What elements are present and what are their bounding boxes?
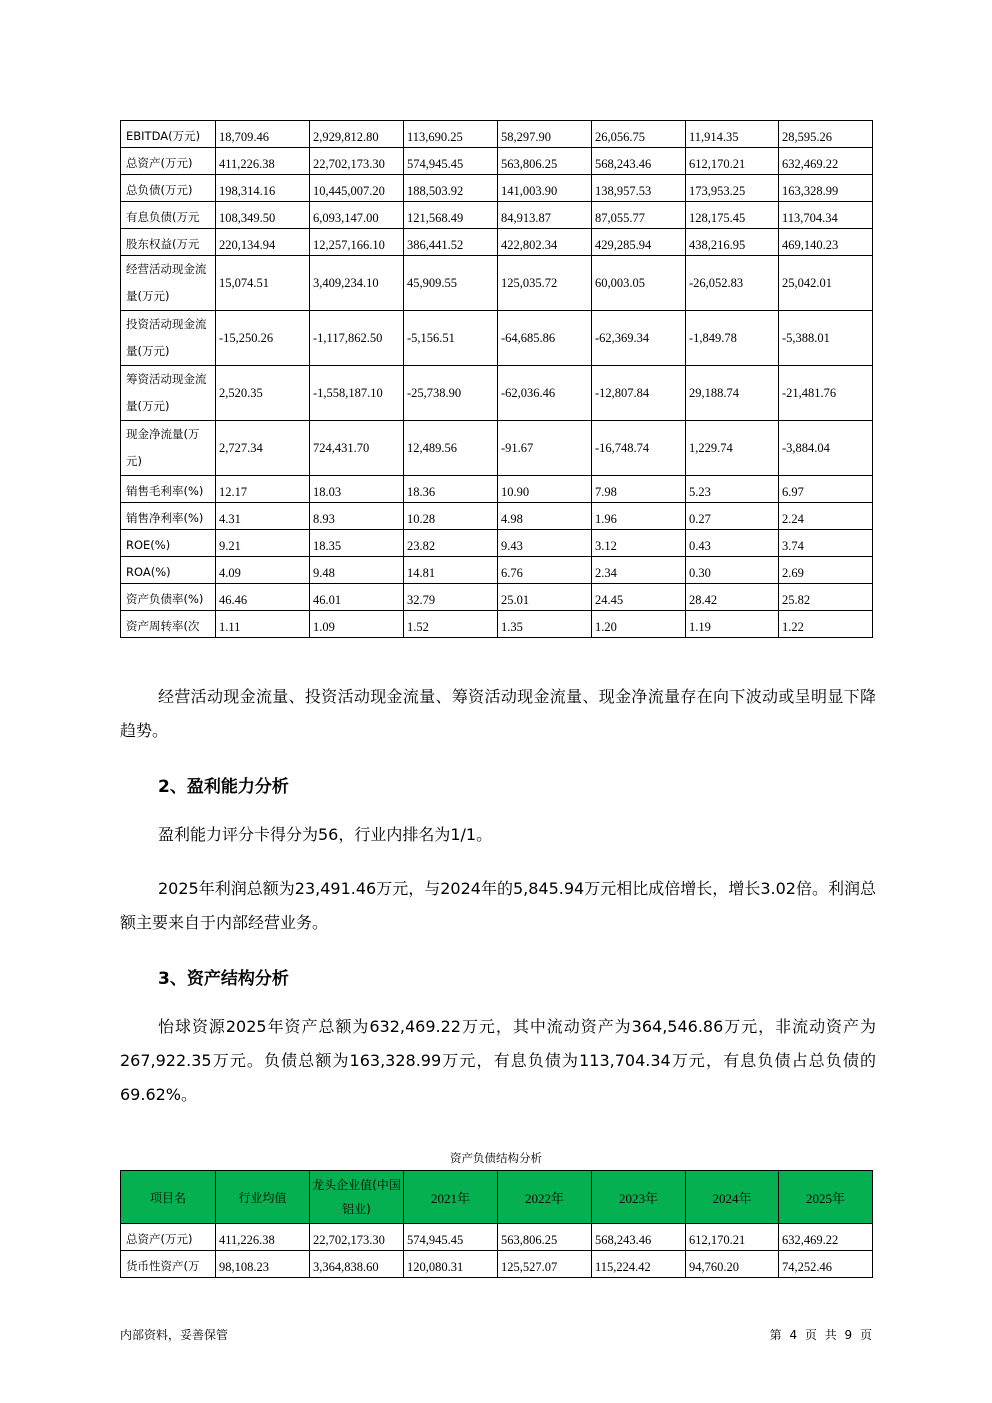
table-cell: 1.22 xyxy=(779,611,873,638)
table-cell: 141,003.90 xyxy=(498,175,592,202)
column-header: 2022年 xyxy=(498,1171,592,1224)
table-cell: 28,595.26 xyxy=(779,121,873,148)
asset-structure-heading: 3、资产结构分析 xyxy=(158,969,289,989)
table-cell: 4.31 xyxy=(216,503,310,530)
table-cell: 74,252.46 xyxy=(779,1251,873,1278)
table-cell: 28.42 xyxy=(686,584,779,611)
table-cell: 411,226.38 xyxy=(216,148,310,175)
table-cell: 60,003.05 xyxy=(592,256,686,311)
row-label: 货币性资产(万 xyxy=(121,1251,216,1278)
table-cell: 612,170.21 xyxy=(686,1224,779,1251)
row-label: 股东权益(万元 xyxy=(121,229,216,256)
table-row xyxy=(121,256,873,311)
table-cell: -3,884.04 xyxy=(779,421,873,476)
table-row xyxy=(121,1251,873,1278)
table-cell: 26,056.75 xyxy=(592,121,686,148)
row-label: 销售毛利率(%) xyxy=(121,476,216,503)
table-cell: -62,036.46 xyxy=(498,366,592,421)
table-cell: 2.69 xyxy=(779,557,873,584)
row-label: ROE(%) xyxy=(121,530,216,557)
table-cell: 9.48 xyxy=(310,557,404,584)
table-cell: 429,285.94 xyxy=(592,229,686,256)
table-cell: 2,929,812.80 xyxy=(310,121,404,148)
table-cell: 125,035.72 xyxy=(498,256,592,311)
row-label: 总资产(万元) xyxy=(121,148,216,175)
table-row xyxy=(121,366,873,421)
table-cell: 2.24 xyxy=(779,503,873,530)
table-cell: 25.01 xyxy=(498,584,592,611)
row-label: 经营活动现金流量(万元) xyxy=(121,256,216,311)
table-cell: 25.82 xyxy=(779,584,873,611)
column-header: 项目名 xyxy=(121,1171,216,1224)
row-label: 资产负债率(%) xyxy=(121,584,216,611)
column-header: 行业均值 xyxy=(216,1171,310,1224)
table-cell: 4.98 xyxy=(498,503,592,530)
table-cell: 724,431.70 xyxy=(310,421,404,476)
row-label: 有息负债(万元 xyxy=(121,202,216,229)
table-cell: -12,807.84 xyxy=(592,366,686,421)
table-row xyxy=(121,202,873,229)
table-cell: 128,175.45 xyxy=(686,202,779,229)
column-header: 龙头企业值(中国铝业) xyxy=(310,1171,404,1224)
column-header: 2021年 xyxy=(404,1171,498,1224)
table-cell: 24.45 xyxy=(592,584,686,611)
table-cell: 4.09 xyxy=(216,557,310,584)
column-header: 2023年 xyxy=(592,1171,686,1224)
table-cell: 0.30 xyxy=(686,557,779,584)
table-cell: 568,243.46 xyxy=(592,148,686,175)
table-row xyxy=(121,421,873,476)
table-cell: 18.36 xyxy=(404,476,498,503)
table-cell: 9.21 xyxy=(216,530,310,557)
table-cell: 46.46 xyxy=(216,584,310,611)
table-cell: 23.82 xyxy=(404,530,498,557)
table-row xyxy=(121,557,873,584)
table-cell: 188,503.92 xyxy=(404,175,498,202)
table-cell: 3.12 xyxy=(592,530,686,557)
table-cell: 138,957.53 xyxy=(592,175,686,202)
table-cell: 18.35 xyxy=(310,530,404,557)
table-cell: 10.90 xyxy=(498,476,592,503)
table-cell: 45,909.55 xyxy=(404,256,498,311)
table-cell: 58,297.90 xyxy=(498,121,592,148)
row-label: ROA(%) xyxy=(121,557,216,584)
table-cell: 1.11 xyxy=(216,611,310,638)
table-cell: -21,481.76 xyxy=(779,366,873,421)
table-row xyxy=(121,148,873,175)
asset-liability-structure-table xyxy=(120,1170,873,1278)
table-cell: -25,738.90 xyxy=(404,366,498,421)
table-cell: 0.27 xyxy=(686,503,779,530)
row-label: 筹资活动现金流量(万元) xyxy=(121,366,216,421)
table-cell: 5.23 xyxy=(686,476,779,503)
table-row xyxy=(121,503,873,530)
table-cell: 11,914.35 xyxy=(686,121,779,148)
table-cell: 3,409,234.10 xyxy=(310,256,404,311)
row-label: EBITDA(万元) xyxy=(121,121,216,148)
table-cell: 18,709.46 xyxy=(216,121,310,148)
table-cell: 6,093,147.00 xyxy=(310,202,404,229)
table-cell: 612,170.21 xyxy=(686,148,779,175)
table-cell: 386,441.52 xyxy=(404,229,498,256)
table-cell: 422,802.34 xyxy=(498,229,592,256)
table-cell: 1.35 xyxy=(498,611,592,638)
table-cell: -5,156.51 xyxy=(404,311,498,366)
table-cell: 108,349.50 xyxy=(216,202,310,229)
table-row xyxy=(121,311,873,366)
table-cell: 87,055.77 xyxy=(592,202,686,229)
table-cell: 10,445,007.20 xyxy=(310,175,404,202)
table-cell: 1,229.74 xyxy=(686,421,779,476)
table-cell: 9.43 xyxy=(498,530,592,557)
table-cell: 2,727.34 xyxy=(216,421,310,476)
table-cell: 173,953.25 xyxy=(686,175,779,202)
table-row xyxy=(121,584,873,611)
table-cell: 15,074.51 xyxy=(216,256,310,311)
table-cell: 220,134.94 xyxy=(216,229,310,256)
table-cell: -1,117,862.50 xyxy=(310,311,404,366)
table-cell: 22,702,173.30 xyxy=(310,1224,404,1251)
table-caption: 资产负债结构分析 xyxy=(450,1151,542,1165)
table-cell: -62,369.34 xyxy=(592,311,686,366)
table-cell: 98,108.23 xyxy=(216,1251,310,1278)
table-cell: 29,188.74 xyxy=(686,366,779,421)
table-cell: 163,328.99 xyxy=(779,175,873,202)
table-cell: 563,806.25 xyxy=(498,148,592,175)
row-label: 资产周转率(次 xyxy=(121,611,216,638)
table-row xyxy=(121,1224,873,1251)
table-cell: 1.09 xyxy=(310,611,404,638)
footer-confidential-note: 内部资料，妥善保管 xyxy=(120,1328,229,1342)
table-cell: 1.52 xyxy=(404,611,498,638)
table-cell: 8.93 xyxy=(310,503,404,530)
column-header: 2024年 xyxy=(686,1171,779,1224)
row-label: 总负债(万元) xyxy=(121,175,216,202)
table-row xyxy=(121,121,873,148)
table-cell: 632,469.22 xyxy=(779,148,873,175)
row-label: 现金净流量(万元) xyxy=(121,421,216,476)
asset-structure-paragraph: 怡球资源2025年资产总额为632,469.22万元，其中流动资产为364,546.86万元，非流动资产为267,922.35万元。负债总额为163,328.99万元，有息负债为113,704.34万元，有息负债占总负债的69.62%。 xyxy=(120,1017,876,1104)
table-cell: 94,760.20 xyxy=(686,1251,779,1278)
table-cell: 125,527.07 xyxy=(498,1251,592,1278)
table-cell: 115,224.42 xyxy=(592,1251,686,1278)
table-cell: 46.01 xyxy=(310,584,404,611)
table-cell: 574,945.45 xyxy=(404,148,498,175)
row-label: 投资活动现金流量(万元) xyxy=(121,311,216,366)
table-cell: 2,520.35 xyxy=(216,366,310,421)
table-cell: 3.74 xyxy=(779,530,873,557)
table-cell: 469,140.23 xyxy=(779,229,873,256)
table-header-row xyxy=(121,1171,873,1224)
table-row xyxy=(121,476,873,503)
table-cell: 0.43 xyxy=(686,530,779,557)
financial-indicators-table xyxy=(120,120,873,638)
table-cell: 2.34 xyxy=(592,557,686,584)
table-cell: -15,250.26 xyxy=(216,311,310,366)
table-cell: -91.67 xyxy=(498,421,592,476)
footer-page-number: 第 4 页 共 9 页 xyxy=(769,1328,872,1342)
table-row xyxy=(121,229,873,256)
table-cell: 1.19 xyxy=(686,611,779,638)
table-row xyxy=(121,175,873,202)
table-cell: 22,702,173.30 xyxy=(310,148,404,175)
table-cell: 18.03 xyxy=(310,476,404,503)
table-cell: 121,568.49 xyxy=(404,202,498,229)
table-cell: 12,489.56 xyxy=(404,421,498,476)
table-cell: 6.97 xyxy=(779,476,873,503)
table-cell: 7.98 xyxy=(592,476,686,503)
table-cell: 25,042.01 xyxy=(779,256,873,311)
row-label: 销售净利率(%) xyxy=(121,503,216,530)
table-row xyxy=(121,611,873,638)
profit-total-paragraph: 2025年利润总额为23,491.46万元，与2024年的5,845.94万元相比成倍增长，增长3.02倍。利润总额主要来自于内部经营业务。 xyxy=(120,879,876,932)
table-cell: -1,558,187.10 xyxy=(310,366,404,421)
table-cell: 563,806.25 xyxy=(498,1224,592,1251)
table-cell: 120,080.31 xyxy=(404,1251,498,1278)
row-label: 总资产(万元) xyxy=(121,1224,216,1251)
cashflow-trend-paragraph: 经营活动现金流量、投资活动现金流量、筹资活动现金流量、现金净流量存在向下波动或呈明显下降趋势。 xyxy=(120,687,876,740)
table-cell: 438,216.95 xyxy=(686,229,779,256)
table-cell: 84,913.87 xyxy=(498,202,592,229)
profitability-heading: 2、盈利能力分析 xyxy=(158,777,289,797)
table-cell: 1.20 xyxy=(592,611,686,638)
table-cell: 198,314.16 xyxy=(216,175,310,202)
table-cell: 10.28 xyxy=(404,503,498,530)
table-cell: 632,469.22 xyxy=(779,1224,873,1251)
table-cell: 574,945.45 xyxy=(404,1224,498,1251)
table-cell: 12,257,166.10 xyxy=(310,229,404,256)
table-row xyxy=(121,530,873,557)
table-cell: 3,364,838.60 xyxy=(310,1251,404,1278)
table-cell: -5,388.01 xyxy=(779,311,873,366)
table-cell: -26,052.83 xyxy=(686,256,779,311)
table-cell: 14.81 xyxy=(404,557,498,584)
table-cell: 113,690.25 xyxy=(404,121,498,148)
table-cell: 12.17 xyxy=(216,476,310,503)
table-cell: 6.76 xyxy=(498,557,592,584)
table-cell: 568,243.46 xyxy=(592,1224,686,1251)
table-cell: -64,685.86 xyxy=(498,311,592,366)
profitability-score-paragraph: 盈利能力评分卡得分为56，行业内排名为1/1。 xyxy=(158,825,493,844)
table-cell: -1,849.78 xyxy=(686,311,779,366)
table-cell: 32.79 xyxy=(404,584,498,611)
table-cell: 411,226.38 xyxy=(216,1224,310,1251)
table-cell: 113,704.34 xyxy=(779,202,873,229)
table-cell: -16,748.74 xyxy=(592,421,686,476)
column-header: 2025年 xyxy=(779,1171,873,1224)
table-cell: 1.96 xyxy=(592,503,686,530)
